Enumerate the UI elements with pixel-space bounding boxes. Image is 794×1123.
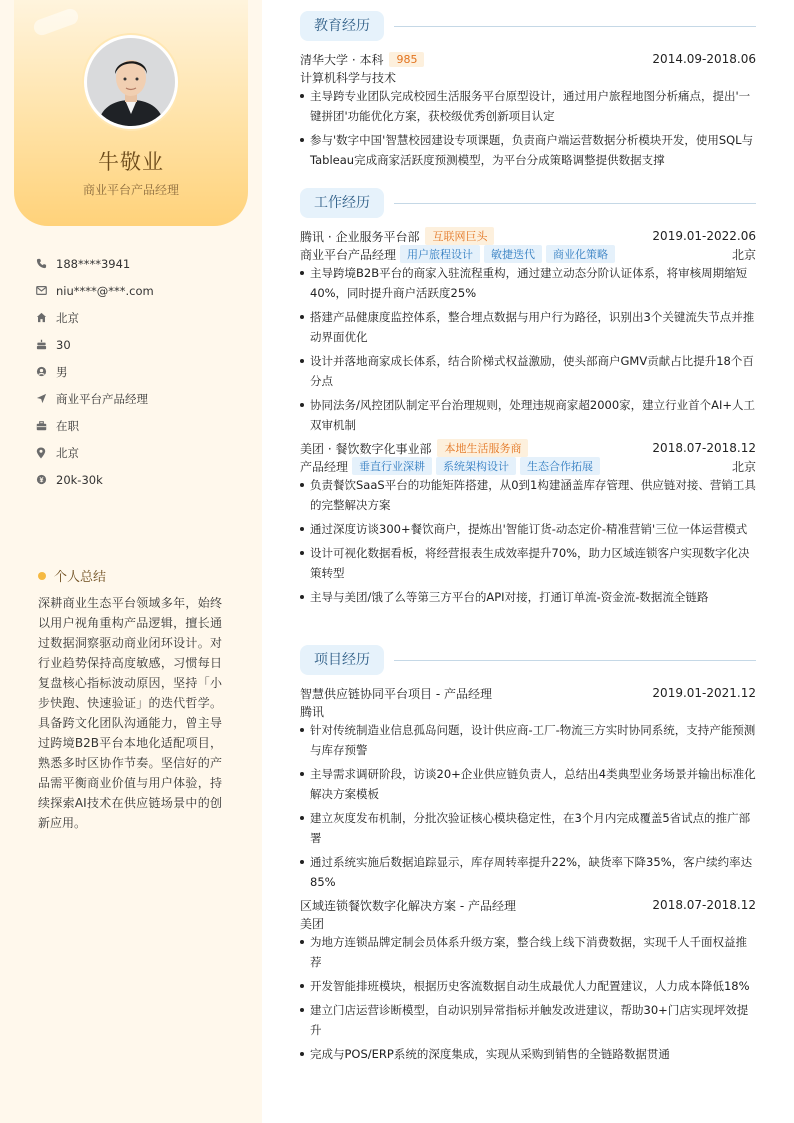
contact-info-list [36,250,246,493]
list-item: 针对传统制造业信息孤岛问题，设计供应商-工厂-物流三方实时协同系统，支持产能预测与库存预警 [300,720,756,760]
major: 计算机科学与技术 [300,70,397,85]
bullet-dot-icon [38,572,46,580]
project-period: 2019.01-2021.12 [652,686,756,700]
info-phone: 188****3941 [36,250,246,277]
job-bullets [300,263,756,439]
list-item: 主导跨专业团队完成校园生活服务平台原型设计，通过用户旅程地图分析痛点，提出'一键拼团'功能优化方案，获校级优秀创新项目认定 [300,86,756,126]
divider [394,26,756,27]
school-tag: 985 [389,52,424,67]
list-item: 设计并落地商家成长体系，结合阶梯式权益激励，使头部商户GMV贡献占比提升18个百分点 [300,351,756,391]
job-role-row [300,245,756,263]
project-bullets [300,932,756,1068]
project-org: 腾讯 [300,704,325,719]
project-header [300,684,756,702]
send-icon [36,393,56,404]
job-header [300,439,756,457]
company-tag: 本地生活服务商 [437,439,528,457]
education-period: 2014.09-2018.06 [652,52,756,66]
list-item: 参与'数字中国'智慧校园建设专项课题，负责商户端运营数据分析模块开发，使用SQL与Tableau完成商家活跃度预测模型，为平台分成策略调整提供数据支撑 [300,130,756,170]
school-name: 清华大学 · 本科 [300,52,384,67]
list-item: 负责餐饮SaaS平台的功能矩阵搭建，从0到1构建涵盖库存管理、供应链对接、营销工具的完整解决方案 [300,475,756,515]
skill-tag: 系统架构设计 [436,457,516,475]
job-role-row [300,457,756,475]
company-name: 腾讯 · 企业服务平台部 [300,229,420,244]
job-header [300,227,756,245]
info-status: 在职 [36,412,246,439]
list-item: 通过系统实施后数据追踪显示，库存周转率提升22%，缺货率下降35%，客户续约率达85% [300,852,756,892]
list-item: 通过深度访谈300+餐饮商户，提炼出'智能订货-动态定价-精准营销'三位一体运营模式 [300,519,756,539]
education-major-row [300,68,756,86]
avatar [84,35,178,129]
job-role: 商业平台产品经理 [300,247,397,262]
skill-tag: 生态合作拓展 [520,457,600,475]
salary-icon [36,474,56,485]
project-bullets [300,720,756,896]
project-org-row [300,702,756,720]
education-bullets [300,86,756,174]
list-item: 建立灰度发布机制，分批次验证核心模块稳定性，在3个月内完成覆盖5省试点的推广部署 [300,808,756,848]
profile-name: 牛敬业 [98,150,164,174]
list-item: 开发智能排班模块，根据历史客流数据自动生成最优人力配置建议，人力成本降低18% [300,976,756,996]
list-item: 为地方连锁品牌定制会员体系升级方案，整合线上线下消费数据，实现千人千面权益推荐 [300,932,756,972]
project-name: 智慧供应链协同平台项目 - 产品经理 [300,686,492,701]
phone-icon [36,258,56,269]
section-education-heading: 教育经历 [300,11,756,41]
info-age: 30 [36,331,246,358]
profile-title: 商业平台产品经理 [82,183,179,197]
list-item: 协同法务/风控团队制定平台治理规则，处理违规商家超2000家，建立行业首个AI+人工双审机制 [300,395,756,435]
list-item: 设计可视化数据看板，将经营报表生成效率提升70%，助力区域连锁客户实现数字化决策转型 [300,543,756,583]
list-item: 主导需求调研阶段，访谈20+企业供应链负责人，总结出4类典型业务场景并输出标准化解决方案模板 [300,764,756,804]
info-target-position: 商业平台产品经理 [36,385,246,412]
job-period: 2019.01-2022.06 [652,229,756,243]
job-period: 2018.07-2018.12 [652,441,756,455]
info-gender: 男 [36,358,246,385]
list-item: 搭建产品健康度监控体系，整合埋点数据与用户行为路径，识别出3个关键流失节点并推动界面优化 [300,307,756,347]
info-work-city: 北京 [36,439,246,466]
project-period: 2018.07-2018.12 [652,898,756,912]
skill-tag: 垂直行业深耕 [352,457,432,475]
info-residence: 北京 [36,304,246,331]
briefcase-icon [36,421,56,431]
company-name: 美团 · 餐饮数字化事业部 [300,441,432,456]
job-city: 北京 [731,247,756,262]
summary-text: 深耕商业生态平台领域多年，始终以用户视角重构产品逻辑，擅长通过数据洞察驱动商业闭环设计。对行业趋势保持高度敏感，习惯每日复盘核心指标波动原因，坚持「小步快跑、快速验证」的迭代哲学。具备跨文化团队沟通能力，曾主导过跨境B2B平台本地化适配项目，熟悉多时区协作节奏。坚信好的产品需平衡商业价值与用户体验，持续探索AI技术在供应链场景中的创新应用。 [38,596,222,830]
project-name: 区域连锁餐饮数字化解决方案 - 产品经理 [300,898,516,913]
divider [394,203,756,204]
home-icon [36,312,56,323]
mail-icon [36,286,56,295]
info-salary: 20k-30k [36,466,246,493]
gender-icon [36,366,56,377]
list-item: 主导跨境B2B平台的商家入驻流程重构，通过建立动态分阶认证体系，将审核周期缩短40%，同时提升商户活跃度25% [300,263,756,303]
summary-heading: 个人总结 [38,566,106,585]
section-work-heading: 工作经历 [300,188,756,218]
skill-tag: 敏捷迭代 [484,245,542,263]
project-header [300,896,756,914]
education-entry-header [300,50,756,68]
skill-tag: 商业化策略 [546,245,615,263]
project-org: 美团 [300,916,325,931]
location-icon [36,447,56,459]
info-email: niu****@***.com [36,277,246,304]
section-projects-heading: 项目经历 [300,645,756,675]
cake-icon [36,339,56,350]
divider [394,660,756,661]
list-item: 建立门店运营诊断模型，自动识别异常指标并触发改进建议，帮助30+门店实现坪效提升 [300,1000,756,1040]
project-org-row [300,914,756,932]
list-item: 主导与美团/饿了么等第三方平台的API对接，打通订单流-资金流-数据流全链路 [300,587,756,607]
sidebar [0,0,262,1123]
job-role: 产品经理 [300,459,349,474]
company-tag: 互联网巨头 [425,227,494,245]
job-bullets [300,475,756,611]
list-item: 完成与POS/ERP系统的深度集成，实现从采购到销售的全链路数据贯通 [300,1044,756,1064]
job-city: 北京 [731,459,756,474]
skill-tag: 用户旅程设计 [400,245,480,263]
